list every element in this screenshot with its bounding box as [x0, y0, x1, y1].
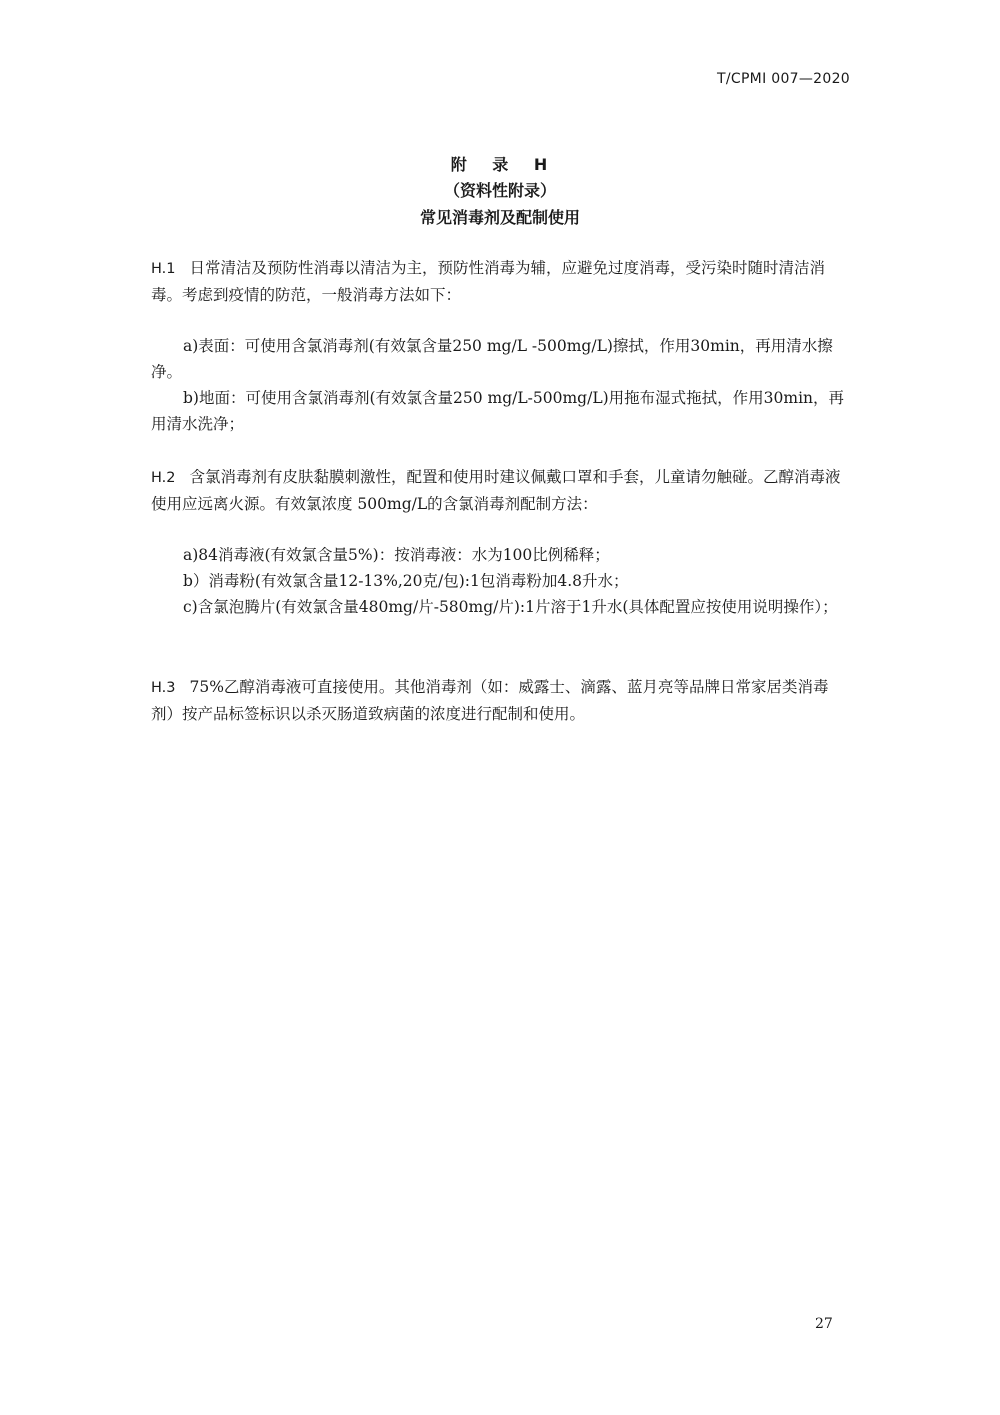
list-item: b)地面：可使用含氯消毒剂(有效氯含量250 mg/L-500mg/L)用拖布湿式拖拭，作用30min，再用清水洗净；: [151, 389, 845, 433]
page-number: 27: [815, 1316, 833, 1332]
section-h2-items: [151, 542, 851, 620]
appendix-type: （资料性附录）: [443, 181, 556, 200]
appendix-title: 常见消毒剂及配制使用: [419, 208, 580, 227]
section-text: 75%乙醇消毒液可直接使用。其他消毒剂（如：威露士、滴露、蓝月亮等品牌日常家居类消毒剂）按产品标签标识以杀灭肠道致病菌的浓度进行配制和使用。: [151, 678, 829, 723]
section-h1: [151, 255, 851, 308]
section-h2-paragraph: [151, 464, 851, 517]
list-item: a)表面：可使用含氯消毒剂(有效氯含量250 mg/L -500mg/L)擦拭，作用30min，再用清水擦净。: [151, 337, 833, 381]
section-number: H.1: [151, 261, 176, 277]
section-h2: [151, 464, 851, 517]
section-h1-items: [151, 333, 851, 437]
section-text: 含氯消毒剂有皮肤黏膜刺激性，配置和使用时建议佩戴口罩和手套，儿童请勿触碰。乙醇消毒液使用应远离火源。有效氯浓度 500mg/L的含氯消毒剂配制方法：: [151, 468, 841, 513]
document-code: T/CPMI 007—2020: [717, 71, 850, 87]
list-item: b）消毒粉(有效氯含量12-13%,20克/包):1包消毒粉加4.8升水；: [183, 572, 629, 590]
section-number: H.2: [151, 470, 176, 486]
list-item: c)含氯泡腾片(有效氯含量480mg/片-580mg/片):1片溶于1升水(具体配置应按使用说明操作）；: [183, 598, 838, 616]
section-text: 日常清洁及预防性消毒以清洁为主，预防性消毒为辅，应避免过度消毒，受污染时随时清洁消毒。考虑到疫情的防范，一般消毒方法如下：: [151, 259, 825, 304]
section-number: H.3: [151, 680, 176, 696]
section-h3: [151, 674, 851, 727]
section-h3-paragraph: [151, 674, 851, 727]
appendix-label: 附 录 H: [450, 155, 558, 174]
section-h1-paragraph: [151, 255, 851, 308]
list-item: a)84消毒液(有效氯含量5%)：按消毒液：水为100比例稀释；: [183, 546, 610, 564]
